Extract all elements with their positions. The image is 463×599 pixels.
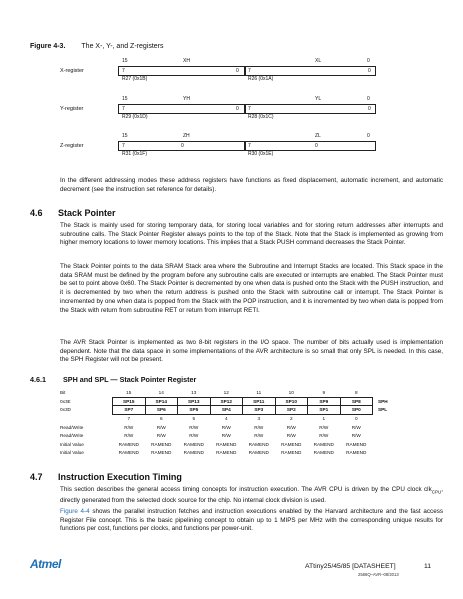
spl-row: 0x3D SP7 SP6 SP5 SP4 SP3 SP2 SP1 SP0 SPL (60, 407, 388, 413)
bit-cell: 7 (122, 143, 125, 149)
low-register-address: R28 (0x1C) (248, 114, 274, 120)
low-byte-label: XL (315, 58, 322, 64)
section-heading-4-6-1: 4.6.1 SPH and SPL — Stack Pointer Register (30, 375, 197, 384)
atmel-logo: Atmel (30, 557, 61, 571)
bit-number-row-high: Bit 15 14 13 12 11 10 9 8 (60, 389, 358, 395)
high-register-address: R29 (0x1D) (122, 114, 148, 120)
timing-para-2: Figure 4-4 shows the parallel instruction fetches and instruction executions enabled by the Harvard architecture and the fast access Register File concept. This is the basic pipelining concept to obtain up to 1 MIPS per MHz with the corresponding unique results for functions per cost, functions per clocks, and functions per power-unit. (60, 508, 443, 533)
bit-cell: 7 (122, 68, 125, 74)
figure-title: Figure 4-3. The X-, Y-, and Z-registers (30, 43, 164, 50)
bit-15-label: 15 (122, 133, 128, 139)
low-byte-label: YL (315, 96, 322, 102)
low-register-address: R26 (0x1A) (248, 76, 274, 82)
initial-value-row-2: Initial Value RAMEND RAMEND RAMEND RAMEND RAMEND RAMEND RAMEND RAMEND (60, 450, 367, 456)
bit-15-label: 15 (122, 96, 128, 102)
figure-4-4-link[interactable]: Figure 4-4 (60, 508, 90, 515)
bit-cell: 0 (315, 143, 318, 149)
low-byte-label: ZL (315, 133, 321, 139)
high-byte-label: XH (183, 58, 190, 64)
sph-row: 0x3E SP15 SP14 SP13 SP12 SP11 SP10 SP9 SP8 SPH (60, 398, 388, 404)
bit-cell: 0 (236, 68, 239, 74)
high-register-address: R27 (0x1B) (122, 76, 148, 82)
low-byte-box (244, 141, 376, 151)
bit-cell: 0 (236, 106, 239, 112)
high-register-address: R31 (0x1F) (122, 151, 148, 157)
bit-cell: 0 (368, 106, 371, 112)
low-register-address: R30 (0x1E) (248, 151, 274, 157)
high-byte-label: ZH (183, 133, 190, 139)
register-name: X-register (60, 68, 84, 74)
read-write-row-2: Read/Write R/W R/W R/W R/W R/W R/W R/W R/W (60, 433, 361, 439)
bit-0-label: 0 (367, 96, 370, 102)
read-write-row-1: Read/Write R/W R/W R/W R/W R/W R/W R/W R/W (60, 424, 361, 430)
bit-0-label: 0 (367, 133, 370, 139)
high-byte-box (118, 104, 246, 114)
high-byte-box (118, 66, 246, 76)
bit-number-row-low: 7 6 5 4 3 2 1 0 (127, 416, 358, 422)
section-heading-4-6: 4.6 Stack Pointer (30, 208, 116, 218)
bit-cell: 7 (248, 106, 251, 112)
bit-cell: 7 (122, 106, 125, 112)
bit-cell: 0 (181, 143, 184, 149)
low-byte-box (244, 104, 376, 114)
section-heading-4-7: 4.7 Instruction Execution Timing (30, 472, 182, 482)
stack-pointer-para-3: The AVR Stack Pointer is implemented as two 8-bit registers in the I/O space. The number of bits actually used is implementation dependent. Note that the data space in some implementations of the AVR architecture is so small that only SPL is needed. In this case, the SPH Register will not be present. (60, 339, 443, 364)
page-number: 11 (424, 563, 432, 570)
stack-pointer-register-table (60, 388, 402, 457)
initial-value-row-1: Initial Value RAMEND RAMEND RAMEND RAMEND RAMEND RAMEND RAMEND RAMEND (60, 441, 367, 447)
footer-doc-title: ATtiny25/45/85 [DATASHEET] (305, 563, 396, 570)
high-byte-box (118, 141, 246, 151)
stack-pointer-para-1: The Stack is mainly used for storing temporary data, for storing local variables and for storing return addresses after interrupts and subroutine calls. The Stack Pointer Register always points to the top of the Stack. Note that the Stack is implemented as growing from higher memory locations to lower memory locations. This implies that a Stack PUSH command decreases the Stack Pointer. (60, 222, 443, 247)
bit-15-label: 15 (122, 58, 128, 64)
bit-cell: 0 (368, 68, 371, 74)
high-byte-label: YH (183, 96, 190, 102)
low-byte-box (244, 66, 376, 76)
timing-para-1: This section describes the general access timing concepts for instruction execution. The AVR CPU is driven by the CPU clock clk$_{CPU}$, directly generated from the selected clock source for the chip. No internal clock division is used. (60, 486, 443, 504)
stack-pointer-para-2: The Stack Pointer points to the data SRAM Stack area where the Subroutine and Interrupt Stacks are located. This Stack space in the data SRAM must be defined by the program before any subroutine calls are executed or interrupts are enabled. The Stack Pointer must be set to point above 0x60. The Stack Pointer is decremented by one when data is pushed onto the Stack with the PUSH instruction, and it is decremented by two when the return address is pushed onto the Stack with subroutine call or interrupt. The Stack Pointer is incremented by one when data is popped from the Stack with the POP instruction, and it is incremented by two when data is popped from the Stack with return from subroutine RET or return from interrupt RETI. (60, 263, 443, 314)
bit-0-label: 0 (367, 58, 370, 64)
bit-cell: 7 (248, 143, 251, 149)
document-number: 2586Q–AVR–08/2013 (358, 572, 399, 577)
bit-cell: 7 (248, 68, 251, 74)
register-name: Y-register (60, 106, 84, 112)
register-name: Z-register (60, 143, 84, 149)
intro-paragraph: In the different addressing modes these address registers have functions as fixed displacement, automatic increment, and automatic decrement (see the instruction set reference for details). (60, 177, 443, 193)
